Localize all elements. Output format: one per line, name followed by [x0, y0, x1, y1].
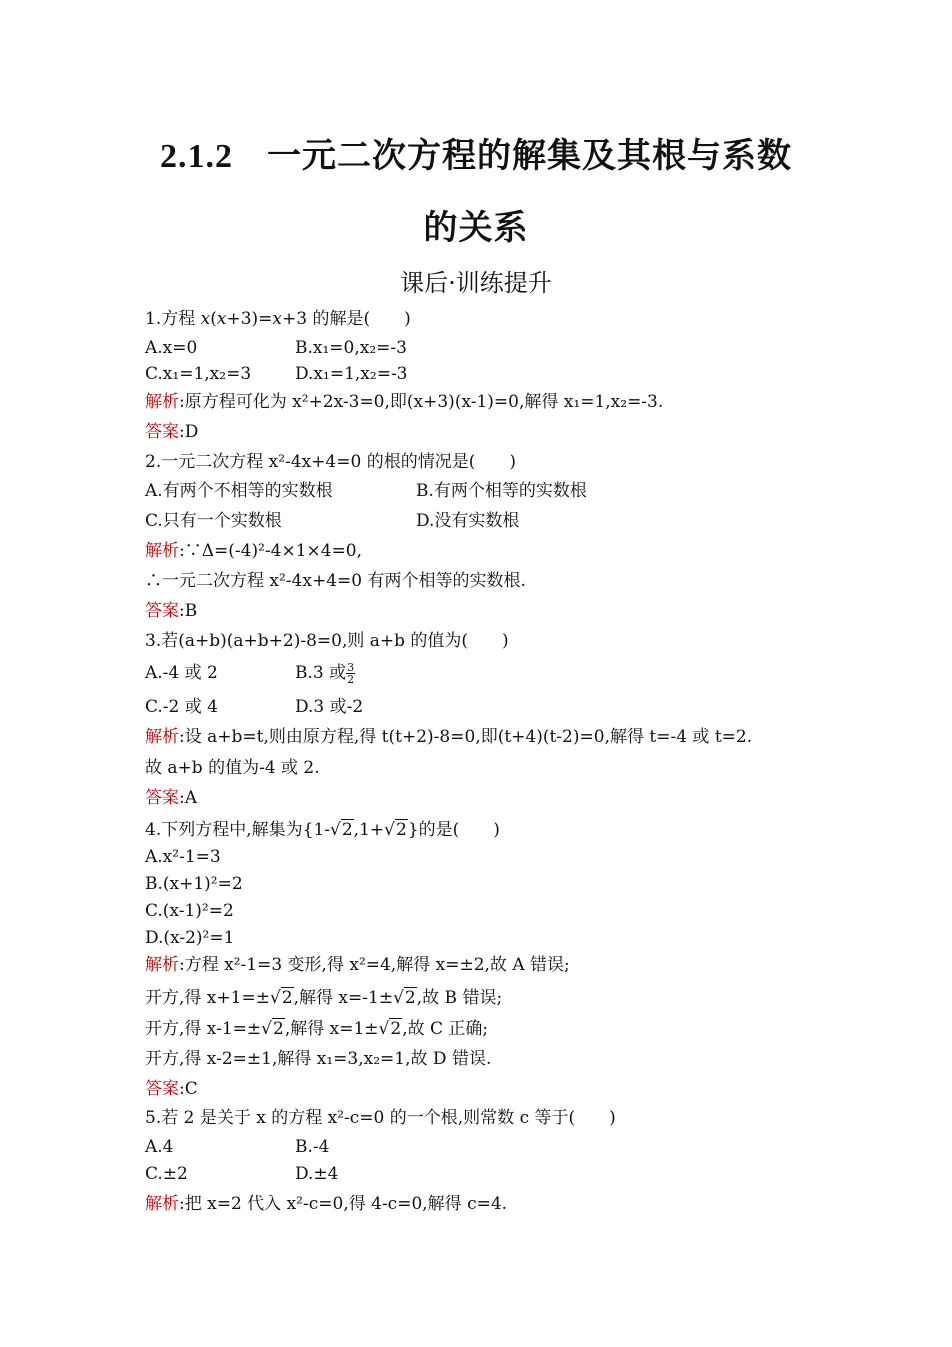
question-3-options-row-1: [145, 661, 355, 686]
sqrt-symbol: √2: [393, 988, 416, 1008]
option-c: C.x₁=1,x₂=3: [145, 364, 252, 384]
analysis-label: 解析: [145, 955, 179, 975]
sqrt-symbol: √2: [384, 820, 407, 840]
question-3-analysis-2: 故 a+b 的值为-4 或 2.: [145, 758, 320, 778]
option-b: B.有两个相等的实数根: [416, 481, 587, 501]
option-a: A.-4 或 2: [145, 663, 218, 683]
answer-label: 答案: [145, 1079, 179, 1099]
question-4-analysis-4: 开方,得 x-2=±1,解得 x₁=3,x₂=1,故 D 错误.: [145, 1049, 492, 1069]
question-3-stem: 3.若(a+b)(a+b+2)-8=0,则 a+b 的值为( ): [145, 631, 509, 651]
option-c: C.±2: [145, 1164, 188, 1184]
analysis-label: 解析: [145, 541, 179, 561]
page-title: [0, 128, 952, 177]
option-d: D.x₁=1,x₂=-3: [295, 364, 408, 384]
question-1-options-row-2: [145, 363, 408, 385]
question-1-options-row-1: [145, 337, 407, 359]
question-3-options-row-2: [145, 696, 364, 718]
question-2-answer: 答案:B: [145, 601, 198, 621]
question-5-options-row-1: [145, 1136, 330, 1158]
option-b: B.3 或 $\frac{3}{2}$: [295, 661, 355, 686]
answer-label: 答案: [145, 422, 179, 442]
answer-label: 答案: [145, 601, 179, 621]
answer-label: 答案: [145, 788, 179, 808]
page-subtitle: 课后·训练提升: [400, 269, 552, 297]
question-4-option-b: B.(x+1)²=2: [145, 874, 243, 894]
question-5-analysis: 解析:把 x=2 代入 x²-c=0,得 4-c=0,解得 c=4.: [145, 1194, 508, 1214]
question-1-stem: 1.方程 x(x+3)=x+3 的解是( ): [145, 309, 411, 329]
question-5-options-row-2: [145, 1163, 339, 1185]
option-d: D.没有实数根: [416, 511, 520, 531]
question-4-option-d: D.(x-2)²=1: [145, 928, 235, 948]
option-a: A.4: [145, 1137, 174, 1157]
question-4-analysis-1: 解析:方程 x²-1=3 变形,得 x²=4,解得 x=±2,故 A 错误;: [145, 955, 570, 975]
question-2-analysis-2: ∴一元二次方程 x²-4x+4=0 有两个相等的实数根.: [145, 571, 526, 591]
option-d: D.3 或-2: [295, 697, 364, 717]
question-2-analysis-1: 解析:∵Δ=(-4)²-4×1×4=0,: [145, 541, 363, 561]
question-2-stem: 2.一元二次方程 x²-4x+4=0 的根的情况是( ): [145, 452, 516, 472]
fraction: $\frac{3}{2}$: [347, 661, 355, 686]
analysis-label: 解析: [145, 727, 179, 747]
question-1-answer: 答案:D: [145, 422, 199, 442]
question-4-stem: 4.下列方程中,解集为{1-√2,1+√2}的是( ): [145, 820, 500, 840]
question-3-answer: 答案:A: [145, 788, 198, 808]
sqrt-symbol: √2: [261, 1019, 284, 1039]
sqrt-symbol: √2: [330, 820, 353, 840]
question-1-analysis: 解析:原方程可化为 x²+2x-3=0,即(x+3)(x-1)=0,解得 x₁=1,x₂=-3.: [145, 392, 664, 412]
question-4-answer: 答案:C: [145, 1079, 198, 1099]
question-4-analysis-3: 开方,得 x-1=±√2,解得 x=1±√2,故 C 正确;: [145, 1019, 489, 1039]
sqrt-symbol: √2: [378, 1019, 402, 1039]
question-2-options-row-1: [145, 480, 587, 502]
option-a: A.有两个不相等的实数根: [145, 481, 333, 501]
question-4-option-c: C.(x-1)²=2: [145, 901, 234, 921]
question-3-analysis-1: 解析:设 a+b=t,则由原方程,得 t(t+2)-8=0,即(t+4)(t-2)=0,解得 t=-4 或 t=2.: [145, 727, 753, 747]
option-c: C.只有一个实数根: [145, 511, 282, 531]
analysis-label: 解析: [145, 1194, 179, 1214]
question-2-options-row-2: [145, 510, 520, 532]
sqrt-symbol: √2: [269, 988, 293, 1008]
option-d: D.±4: [295, 1164, 339, 1184]
option-b: B.-4: [295, 1137, 330, 1157]
question-5-stem: 5.若 2 是关于 x 的方程 x²-c=0 的一个根,则常数 c 等于( ): [145, 1108, 616, 1128]
option-b: B.x₁=0,x₂=-3: [295, 338, 407, 358]
analysis-label: 解析: [145, 392, 179, 412]
title-line-1: 一元二次方程的解集及其根与系数: [267, 136, 792, 176]
page-title-line-2: 的关系: [423, 208, 529, 248]
option-a: A.x=0: [145, 338, 198, 358]
option-c: C.-2 或 4: [145, 697, 218, 717]
question-4-analysis-2: 开方,得 x+1=±√2,解得 x=-1±√2,故 B 错误;: [145, 988, 503, 1008]
section-number: 2.1.2: [160, 138, 233, 175]
question-4-option-a: A.x²-1=3: [145, 847, 221, 867]
